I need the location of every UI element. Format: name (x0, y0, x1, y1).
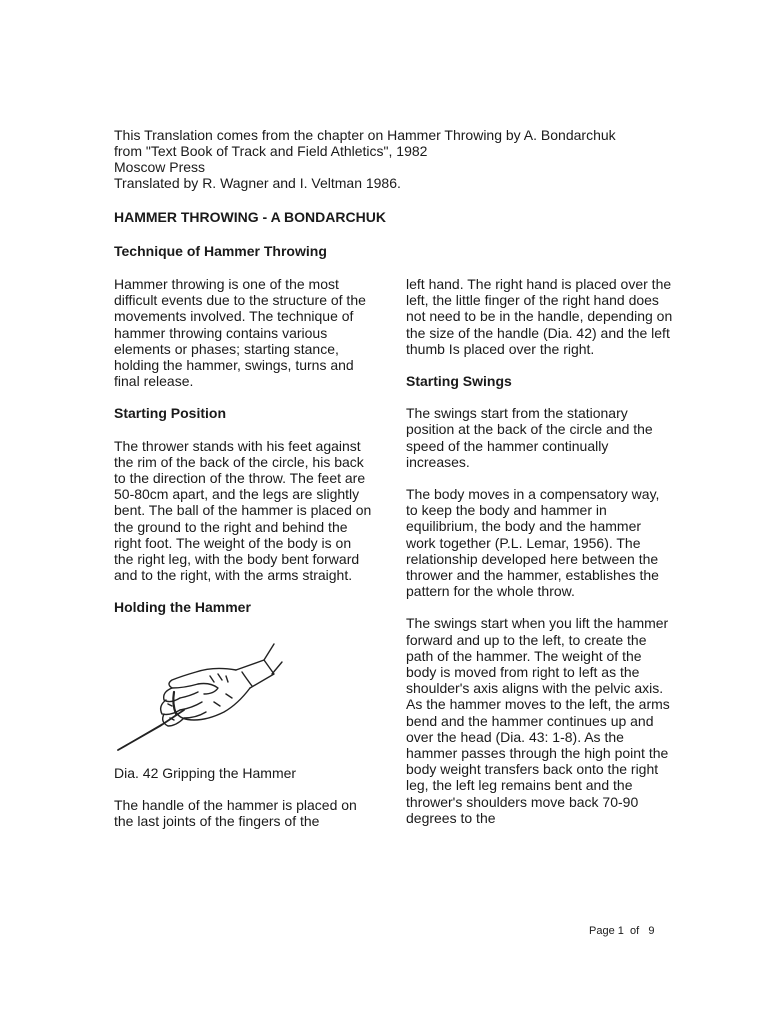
page-current: 1 (617, 925, 624, 937)
page-number (589, 925, 655, 937)
paragraph-left-hand: left hand. The right hand is placed over the left, the little finger of the right hand does not need to be in the handle, depending on the size of the handle (Dia. 42) and the left thumb Is placed over the right. (406, 276, 673, 357)
paragraph-intro: Hammer throwing is one of the most difficult events due to the structure of the movements involved. The technique of hammer throwing contains various elements or phases; starting stance, holding the hammer, swings, turns and final release. (114, 276, 366, 390)
intro-block (114, 127, 674, 191)
of-label: of (630, 925, 640, 937)
heading-holding-hammer: Holding the Hammer (114, 599, 251, 616)
section-title: Technique of Hammer Throwing (114, 243, 327, 259)
intro-line-4: Translated by R. Wagner and I. Veltman 1986. (114, 175, 401, 191)
hand-grip-illustration (114, 632, 284, 752)
figure-caption: Dia. 42 Gripping the Hammer (114, 764, 297, 781)
heading-starting-swings: Starting Swings (406, 373, 512, 390)
paragraph-swings-start: The swings start from the stationary position at the back of the circle and the speed of the hammer continually increases. (406, 405, 653, 470)
page-label: Page (589, 925, 615, 937)
intro-line-1: This Translation comes from the chapter on Hammer Throwing by A. Bondarchuk (114, 127, 616, 143)
document-title: HAMMER THROWING - A BONDARCHUK (114, 209, 386, 225)
paragraph-body-moves: The body moves in a compensatory way, to keep the body and hammer in equilibrium, the body and the hammer work together (P.L. Lemar, 1956). The relationship developed here between the thrower and the hammer, establishes the pattern for the whole throw. (406, 486, 660, 600)
paragraph-swings-lift: The swings start when you lift the hammer forward and up to the left, to create the path of the hammer. The weight of the body is moved from right to left as the shoulder's axis aligns with the pelvic axis. As the hammer moves to the left, the arms bend and the hammer continues up and over the head (Dia. 43: 1-8). As the hammer passes through the high point the body weight transfers back onto the right leg, the left leg remains bent and the thrower's shoulders move back 70-90 degrees to the (406, 615, 670, 826)
paragraph-starting-position: The thrower stands with his feet against the rim of the back of the circle, his back to the direction of the throw. The feet are 50-80cm apart, and the legs are slightly bent. The ball of the hammer is placed on the ground to the right and behind the right foot. The weight of the body is on the right leg, with the body bent forward and to the right, with the arms straight. (114, 437, 372, 584)
left-column (114, 276, 374, 845)
paragraph-handle: The handle of the hammer is placed on the last joints of the fingers of the (114, 797, 357, 830)
intro-line-3: Moscow Press (114, 159, 206, 175)
page-total: 9 (648, 925, 655, 937)
intro-line-2: from "Text Book of Track and Field Athletics", 1982 (114, 143, 428, 159)
heading-starting-position: Starting Position (114, 405, 226, 422)
right-column (406, 276, 674, 842)
